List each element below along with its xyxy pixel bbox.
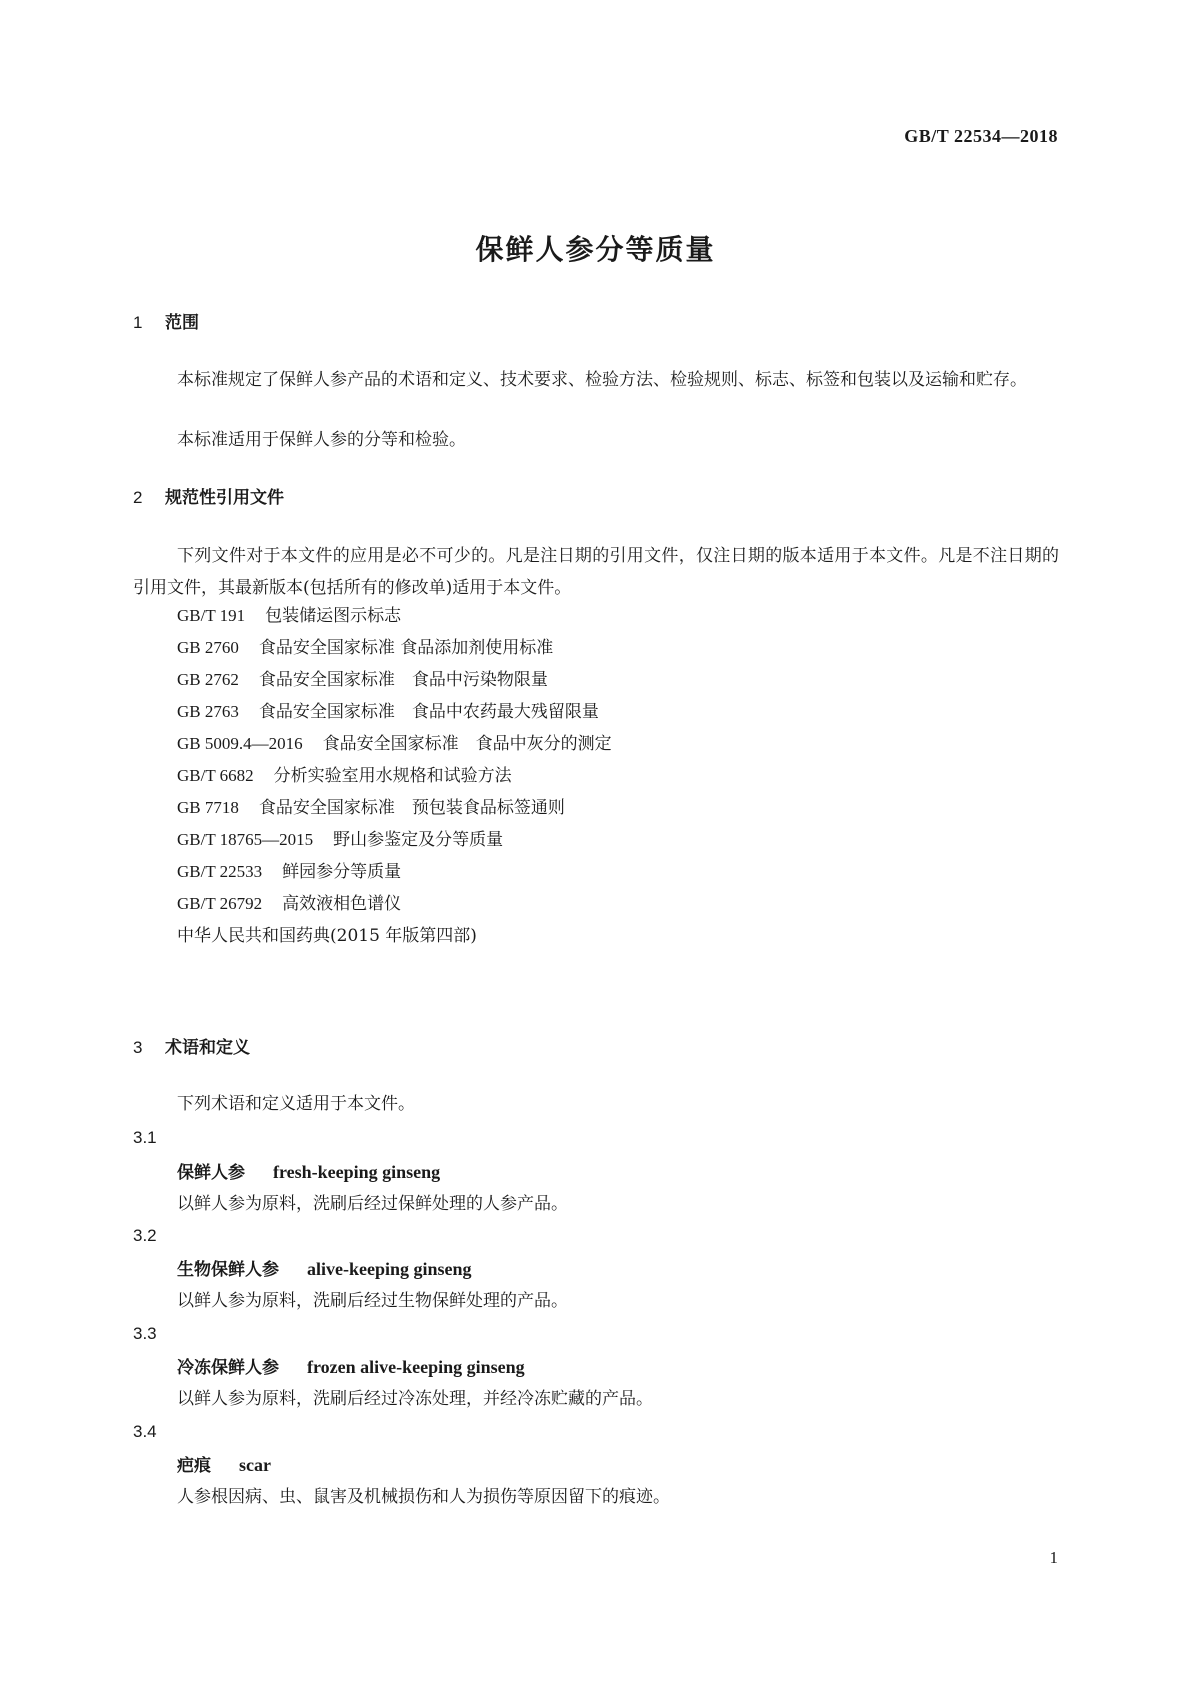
term-name-zh: 保鲜人参: [177, 1163, 245, 1183]
term-number: 3.4: [133, 1422, 157, 1441]
section-number: 3: [133, 1038, 143, 1057]
term-name-en: fresh-keeping ginseng: [273, 1162, 441, 1182]
reference-code: GB 2762: [177, 670, 239, 689]
reference-code: GB 2763: [177, 702, 239, 721]
reference-name: 食品安全国家标准 食品中灰分的测定: [322, 734, 612, 754]
term-name: [177, 1355, 525, 1380]
reference-item: [177, 856, 401, 888]
reference-code: GB 2760: [177, 638, 239, 657]
term-number: 3.1: [133, 1128, 157, 1147]
reference-name: 食品安全国家标准 预包装食品标签通则: [258, 798, 565, 818]
term-name: [177, 1453, 271, 1478]
term-name-en: alive-keeping ginseng: [307, 1259, 472, 1279]
reference-name: 食品安全国家标准 食品中污染物限量: [258, 670, 548, 690]
reference-name: 食品安全国家标准 食品添加剂使用标准: [258, 638, 554, 658]
section-1-paragraph-1: 本标准规定了保鲜人参产品的术语和定义、技术要求、检验方法、检验规则、标志、标签和包装以及运输和贮存。: [177, 370, 1027, 390]
section-title: 范围: [165, 313, 199, 333]
section-1-heading: [133, 311, 199, 335]
section-title: 规范性引用文件: [165, 488, 284, 508]
reference-item: [177, 792, 565, 824]
reference-name: 鲜园参分等质量: [282, 862, 402, 882]
reference-item: [177, 920, 477, 952]
reference-code: GB 5009.4—2016: [177, 734, 303, 753]
term-name: [177, 1160, 440, 1185]
section-2-intro: 下列文件对于本文件的应用是必不可少的。凡是注日期的引用文件，仅注日期的版本适用于本文件。凡是不注日期的引用文件，其最新版本(包括所有的修改单)适用于本文件。: [133, 546, 1059, 598]
reference-code: GB/T 26792: [177, 894, 263, 913]
reference-item: [177, 664, 548, 696]
section-3-heading: [133, 1036, 250, 1060]
section-1-paragraph-2: 本标准适用于保鲜人参的分等和检验。: [177, 430, 466, 450]
term-name: [177, 1257, 472, 1282]
reference-item: [177, 600, 401, 632]
term-definition: 以鲜人参为原料，洗刷后经过生物保鲜处理的产品。: [177, 1291, 568, 1311]
reference-name: 高效液相色谱仪: [282, 894, 402, 914]
term-definition: 以鲜人参为原料，洗刷后经过冷冻处理，并经冷冻贮藏的产品。: [177, 1389, 653, 1409]
reference-code: GB/T 22533: [177, 862, 263, 881]
section-title: 术语和定义: [165, 1038, 250, 1058]
reference-item: [177, 632, 553, 664]
term-name-zh: 生物保鲜人参: [177, 1260, 279, 1280]
page-number: 1: [1049, 1548, 1058, 1567]
reference-code: GB/T 18765—2015: [177, 830, 314, 849]
reference-item: [177, 888, 401, 920]
term-definition: 人参根因病、虫、鼠害及机械损伤和人为损伤等原因留下的痕迹。: [177, 1487, 670, 1507]
reference-item: [177, 728, 612, 760]
reference-name: 中华人民共和国药典(2015 年版第四部): [177, 926, 477, 946]
reference-name: 食品安全国家标准 食品中农药最大残留限量: [258, 702, 599, 722]
reference-name: 包装储运图示标志: [265, 606, 402, 626]
reference-code: GB/T 191: [177, 606, 246, 625]
document-title: 保鲜人参分等质量: [475, 233, 716, 266]
term-name-zh: 冷冻保鲜人参: [177, 1358, 279, 1378]
term-number: 3.3: [133, 1324, 157, 1343]
reference-code: GB 7718: [177, 798, 239, 817]
term-number: 3.2: [133, 1226, 157, 1245]
standard-code: GB/T 22534—2018: [904, 126, 1058, 146]
section-2-heading: [133, 486, 284, 510]
reference-code: GB/T 6682: [177, 766, 254, 785]
reference-name: 野山参鉴定及分等质量: [333, 830, 504, 850]
reference-item: [177, 760, 512, 792]
term-name-zh: 疤痕: [177, 1456, 211, 1476]
section-number: 2: [133, 488, 143, 507]
reference-name: 分析实验室用水规格和试验方法: [273, 766, 512, 786]
term-name-en: scar: [239, 1455, 271, 1475]
term-name-en: frozen alive-keeping ginseng: [307, 1357, 525, 1377]
term-definition: 以鲜人参为原料，洗刷后经过保鲜处理的人参产品。: [177, 1194, 568, 1214]
reference-item: [177, 824, 503, 856]
section-3-intro: 下列术语和定义适用于本文件。: [177, 1094, 415, 1114]
reference-item: [177, 696, 599, 728]
section-number: 1: [133, 313, 143, 332]
